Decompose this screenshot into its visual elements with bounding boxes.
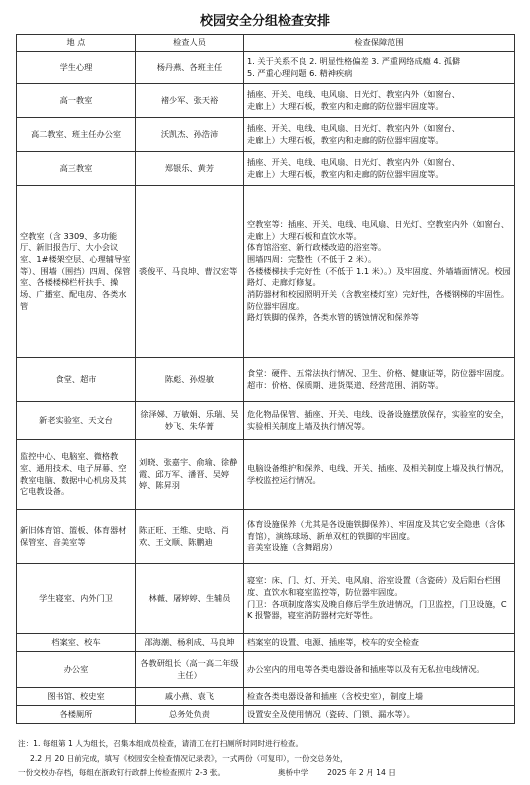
staff-cell: 陈正旺、王维、史晗、肖欢、王文顺、陈鹏迪 — [136, 510, 244, 564]
scope-line: 体育馆浴室、新行政楼改造的浴室等。 — [247, 242, 387, 253]
scope-line: 危化物品保管、插座、开关、电线、设备设施摆放保存，实验室的安全，实验相关制度上墙及执行情况等。 — [247, 408, 510, 431]
header-staff: 检查人员 — [136, 35, 244, 52]
scope-line: 档案室的设置、电源、插座等，校车的安全检查 — [247, 636, 419, 647]
staff-cell: 邵海潮、杨利成、马良坤 — [136, 634, 244, 652]
scope-line: 走廊上）大理石板，教室内和走廊的防位器牢固度等。 — [247, 134, 444, 145]
scope-line: 空教室等：插座、开关、电线、电风扇、日光灯、空教室内外（如窗台、走廊上）大理石板和直饮水等。 — [247, 219, 510, 241]
location-cell: 高二教室、班主任办公室 — [17, 118, 136, 152]
staff-cell: 郑银乐、黄芳 — [136, 152, 244, 186]
scope-line: 办公室内的用电等各类电器设备和插座等以及有无私拉电线情况。 — [247, 663, 485, 674]
scope-line: 围墙四周：完整性（不低于 2 米）。 — [247, 254, 377, 265]
scope-line: 体育设施保养（尤其是各设施铁脚保养）、牢固度及其它安全隐患（含体育馆），演练球场、新单双杠的铁脚的牢固度。 — [247, 519, 505, 541]
scope-cell — [244, 186, 515, 358]
scope-line: 走廊上）大理石板，教室内和走廊的防位器牢固度等。 — [247, 100, 444, 111]
scope-cell — [244, 152, 515, 186]
school-name: 奥桥中学 — [277, 768, 309, 777]
scope-cell — [244, 564, 515, 634]
header-scope: 检查保障范围 — [244, 35, 515, 52]
scope-line: 路灯铁脚的保养，各类水管的锈蚀情况和保养等 — [247, 312, 419, 323]
table-row — [17, 688, 515, 706]
location-cell: 新旧体育馆、篮板、体育器材保管室、音美室等 — [17, 510, 136, 564]
location-cell: 各楼厕所 — [17, 706, 136, 724]
staff-cell: 裘俊平、马良坤、曹汉宏等 — [136, 186, 244, 358]
footnote-text: 一份交校办存档，每组在浙政钉行政群上传检查照片 2-3 张。 — [18, 768, 226, 777]
scope-cell — [244, 652, 515, 688]
scope-line: 插座、开关、电线、电风扇、日光灯、教室内外（如窗台、 — [247, 122, 460, 133]
staff-cell: 陈彪、孙煜敏 — [136, 358, 244, 402]
footnotes — [18, 737, 518, 781]
scope-cell — [244, 52, 515, 84]
staff-cell: 徐泽娣、万敏娟、乐瑞、吴妙飞、朱华菁 — [136, 402, 244, 440]
staff-cell: 林薇、屠婷婷、生辅员 — [136, 564, 244, 634]
scope-cell — [244, 118, 515, 152]
staff-cell: 刘晓、张嘉宇、俞瑜、徐静霞、邱万军、潘晋、吴婷婷、陈昇羽 — [136, 440, 244, 510]
table-row — [17, 186, 515, 358]
scope-cell — [244, 688, 515, 706]
scope-line: 寝室：床、门、灯、开关、电风扇、浴室设置（含瓷砖）及后阳台栏围度、直饮水和寝室监控等，防位器牢固度。 — [247, 575, 501, 597]
table-row — [17, 118, 515, 152]
table-row — [17, 440, 515, 510]
table-row — [17, 358, 515, 402]
location-cell: 档案室、校车 — [17, 634, 136, 652]
table-row — [17, 634, 515, 652]
table-row — [17, 510, 515, 564]
document-date: 2025 年 2 月 14 日 — [327, 768, 396, 777]
scope-line: 插座、开关、电线、电风扇、日光灯、教室内外（如窗台、 — [247, 88, 460, 99]
scope-line: 5. 严重心理问题 6. 精神疾病 — [247, 67, 353, 78]
document-title: 校园安全分组检查安排 — [199, 14, 330, 29]
location-cell: 食堂、超市 — [17, 358, 136, 402]
header-location: 地 点 — [17, 35, 136, 52]
table-row — [17, 706, 515, 724]
staff-cell: 褚少军、张天裕 — [136, 84, 244, 118]
scope-cell — [244, 358, 515, 402]
staff-cell: 杨丹燕、各班主任 — [136, 52, 244, 84]
scope-line: 食堂：硬件、五常法执行情况、卫生、价格、健康证等，防位器牢固度。 — [247, 367, 510, 378]
scope-line: 门卫：各项制度落实及晚自修后学生放进情况，门卫监控，门卫设施，CK 报警器，寝室消防器材完好等性。 — [247, 598, 507, 621]
location-cell: 空教室（含 3309、多功能厅、新旧报告厅、大小会议室、1#楼架空层、心理辅导室等）、围墙（围挡）四周、保管室、各楼楼梯栏杆扶手、操场、广播室、配电房、各类水管 — [17, 186, 136, 358]
scope-cell — [244, 510, 515, 564]
scope-line: 各楼楼梯扶手完好性（不低于 1.1 米）。）及牢固度、外墙墙面情况。校园路灯、走廊灯修复。 — [247, 265, 511, 288]
table-row — [17, 402, 515, 440]
location-cell: 高一教室 — [17, 84, 136, 118]
scope-line: 设置安全及使用情况（瓷砖、门锁、漏水等）。 — [247, 708, 415, 719]
table-row — [17, 652, 515, 688]
footnote-line: 注：1. 每组第 1 人为组长，召集本组成员检查，请清工在打扫厕所时同时进行检查。 — [18, 739, 304, 748]
scope-cell — [244, 440, 515, 510]
scope-cell — [244, 634, 515, 652]
table-row — [17, 52, 515, 84]
scope-line: 音美室设施（含舞蹈房） — [247, 542, 338, 553]
location-cell: 办公室 — [17, 652, 136, 688]
scope-line: 超市：价格、保质期、进货渠道、经营范围、消防等。 — [247, 379, 444, 390]
location-cell: 学生心理 — [17, 52, 136, 84]
staff-cell: 各教研组长（高一高二年级主任） — [136, 652, 244, 688]
location-cell: 图书馆、校史室 — [17, 688, 136, 706]
inspection-table — [16, 34, 515, 724]
table-row — [17, 152, 515, 186]
table-row — [17, 564, 515, 634]
table-row — [17, 84, 515, 118]
location-cell: 高三教室 — [17, 152, 136, 186]
scope-cell — [244, 402, 515, 440]
staff-cell: 总务处负责 — [136, 706, 244, 724]
scope-cell — [244, 706, 515, 724]
scope-cell — [244, 84, 515, 118]
scope-line: 走廊上）大理石板，教室内和走廊的防位器牢固度等。 — [247, 168, 444, 179]
location-cell: 学生寝室、内外门卫 — [17, 564, 136, 634]
scope-line: 消防器材和校园照明开关（含教室楼灯室）完好性，各楼钢梯的牢固性。防位器牢固度。 — [247, 288, 510, 311]
location-cell: 新老实验室、天文台 — [17, 402, 136, 440]
scope-line: 1. 关于关系不良 2. 明显性格偏差 3. 严重网络成瘾 4. 孤僻 — [247, 55, 461, 66]
scope-line: 检查各类电器设备和插座（含校史室），制度上墙 — [247, 690, 424, 701]
footnote-line: 2.2 月 20 日前完成，填写《校园安全检查情况记录表》，一式两份（可复印），一份交总务处， — [30, 753, 348, 763]
scope-line: 插座、开关、电线、电风扇、日光灯、教室内外（如窗台、 — [247, 156, 460, 167]
scope-line: 电脑设备维护和保养、电线、开关、插座、及相关制度上墙及执行情况，学校监控运行情况。 — [247, 462, 510, 485]
footnote-line — [18, 766, 518, 781]
staff-cell: 戚小燕、袁飞 — [136, 688, 244, 706]
location-cell: 监控中心、电脑室、微格教室、通用技术、电子屏幕、空教室电脑、数据中心机房及其它电教设备。 — [17, 440, 136, 510]
staff-cell: 沃凯杰、孙浩沛 — [136, 118, 244, 152]
table-header-row — [17, 35, 515, 52]
